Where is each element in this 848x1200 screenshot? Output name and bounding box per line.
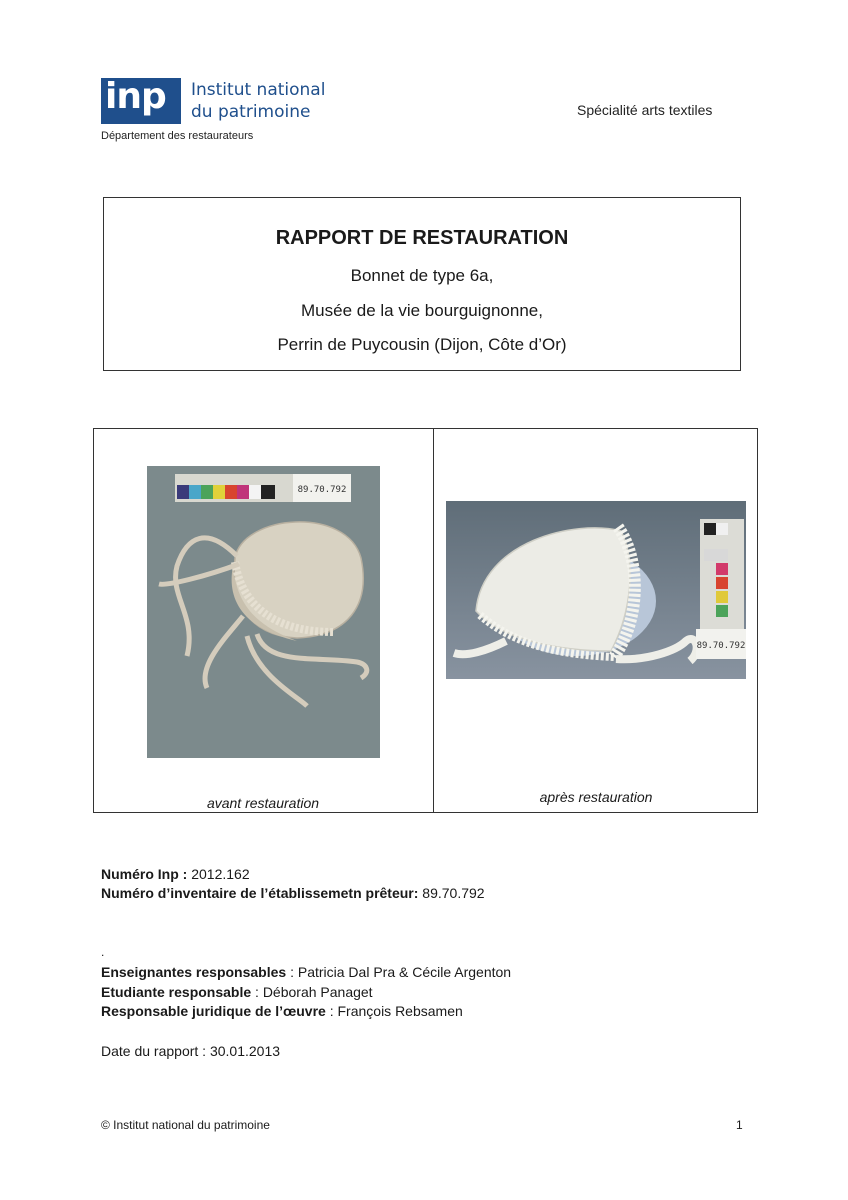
page-number: 1 <box>736 1118 743 1132</box>
separator-dot: . <box>101 945 105 959</box>
after-restoration-photo <box>446 501 746 679</box>
legal-label: Responsable juridique de l’œuvre <box>101 1003 326 1019</box>
legal-value: : François Rebsamen <box>325 1003 463 1019</box>
before-caption: avant restauration <box>206 795 320 811</box>
after-tag-label: 89.70.792 <box>696 641 746 651</box>
teachers-value: : Patricia Dal Pra & Cécile Argenton <box>286 964 512 980</box>
location-line: Perrin de Puycousin (Dijon, Côte d’Or) <box>277 335 567 354</box>
after-caption: après restauration <box>539 789 653 805</box>
student-label: Etudiante responsable <box>101 984 252 1000</box>
logo-text-line2: du patrimoine <box>191 102 311 122</box>
before-restoration-photo <box>147 466 380 758</box>
student-value: : Déborah Panaget <box>251 984 373 1000</box>
bonnet-after-image <box>446 501 746 679</box>
inventory-number-label: Numéro d’inventaire de l’établissemetn prêteur: <box>101 885 419 901</box>
report-title-box <box>103 197 741 371</box>
logo-text-line1: Institut national <box>191 80 326 100</box>
legal-line <box>101 1003 463 1019</box>
before-tag-label: 89.70.792 <box>297 485 347 495</box>
inp-number-value: 2012.162 <box>187 866 250 882</box>
teachers-label: Enseignantes responsables <box>101 964 287 980</box>
report-date: Date du rapport : 30.01.2013 <box>101 1043 281 1059</box>
logo-mark: inp <box>105 76 166 117</box>
department-label: Département des restaurateurs <box>101 130 254 142</box>
speciality-label: Spécialité arts textiles <box>577 102 713 118</box>
bonnet-before-image <box>147 466 380 758</box>
student-line <box>101 984 373 1000</box>
inventory-number-value: 89.70.792 <box>418 885 485 901</box>
teachers-line <box>101 964 511 980</box>
inp-number-line <box>101 866 250 882</box>
inp-number-label: Numéro Inp : <box>101 866 188 882</box>
object-line: Bonnet de type 6a, <box>350 266 494 285</box>
photo-table-divider <box>433 428 434 813</box>
report-title: RAPPORT DE RESTAURATION <box>275 227 569 249</box>
footer-copyright: © Institut national du patrimoine <box>101 1118 270 1132</box>
museum-line: Musée de la vie bourguignonne, <box>301 301 543 320</box>
inp-logo <box>101 78 181 124</box>
inventory-number-line <box>101 885 485 901</box>
